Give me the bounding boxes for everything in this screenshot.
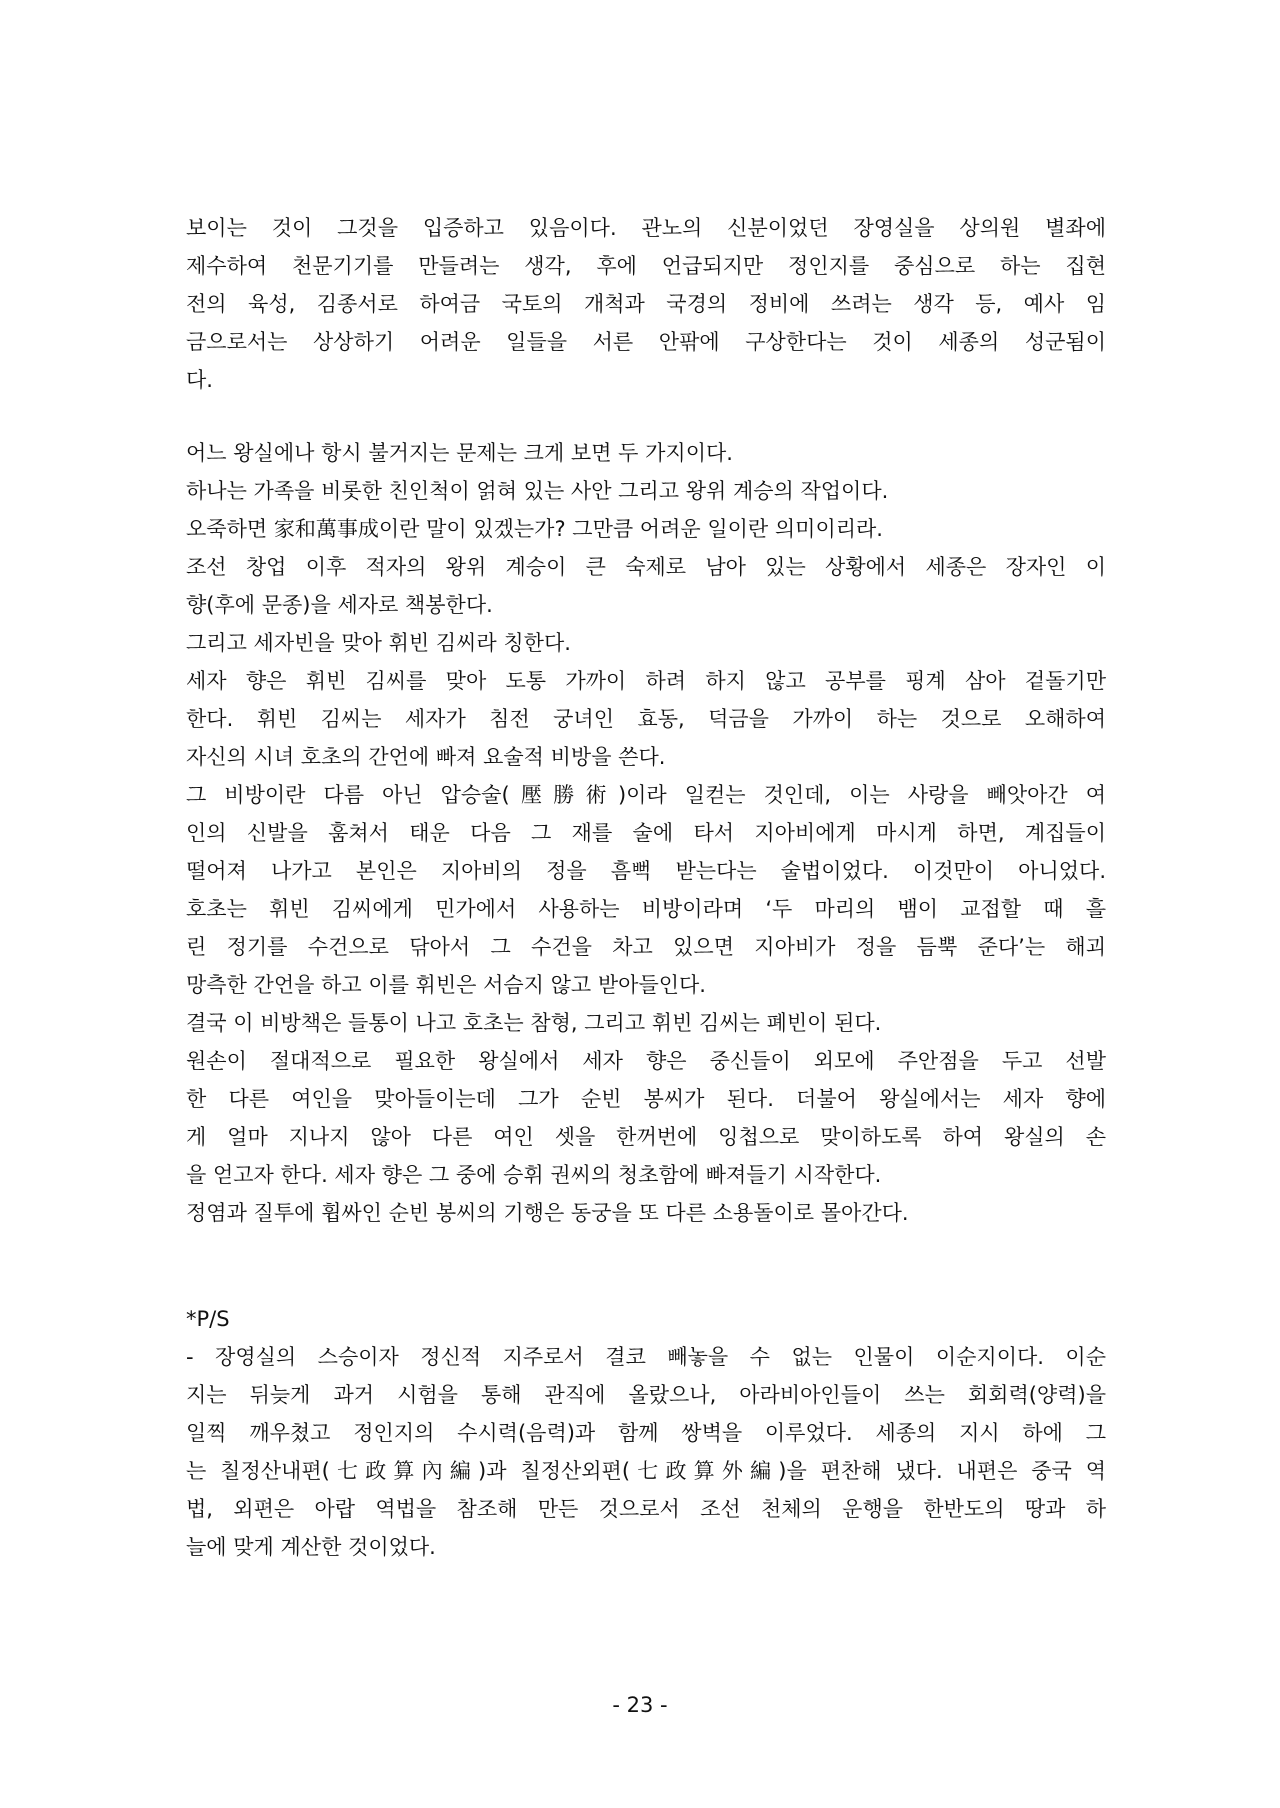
text-line: 다. [186, 368, 213, 392]
text-line: 세자 향은 휘빈 김씨를 맞아 도통 가까이 하려 하지 않고 공부를 핑계 삼아 겉돌기만 [186, 669, 1106, 693]
text-line: 망측한 간언을 하고 이를 휘빈은 서슴지 않고 받아들인다. [186, 973, 706, 997]
text-line: 을 얻고자 한다. 세자 향은 그 중에 승휘 권씨의 청초함에 빠져들기 시작한다. [186, 1163, 882, 1187]
text-line: 일찍 깨우쳤고 정인지의 수시력(음력)과 함께 쌍벽을 이루었다. 세종의 지시 하에 그 [186, 1421, 1106, 1445]
text-line: 법, 외편은 아랍 역법을 참조해 만든 것으로서 조선 천체의 운행을 한반도의 땅과 하 [186, 1497, 1106, 1521]
text-line: 린 정기를 수건으로 닦아서 그 수건을 차고 있으면 지아비가 정을 듬뿍 준다’는 해괴 [186, 935, 1106, 959]
text-line: 자신의 시녀 호초의 간언에 빠져 요술적 비방을 쓴다. [186, 745, 666, 769]
text-line: 정염과 질투에 휩싸인 순빈 봉씨의 기행은 동궁을 또 다른 소용돌이로 몰아간다. [186, 1201, 909, 1225]
text-line: 한다. 휘빈 김씨는 세자가 침전 궁녀인 효동, 덕금을 가까이 하는 것으로 오해하여 [186, 707, 1106, 731]
paragraph-2 [186, 434, 1106, 1232]
text-line: 결국 이 비방책은 들통이 나고 호초는 참형, 그리고 휘빈 김씨는 폐빈이 된다. [186, 1011, 882, 1035]
text-line: 그리고 세자빈을 맞아 휘빈 김씨라 칭한다. [186, 631, 571, 655]
text-line: 원손이 절대적으로 필요한 왕실에서 세자 향은 중신들이 외모에 주안점을 두고 선발 [186, 1049, 1106, 1073]
text-line: 조선 창업 이후 적자의 왕위 계승이 큰 숙제로 남아 있는 상황에서 세종은 장자인 이 [186, 555, 1106, 579]
text-line: 보이는 것이 그것을 입증하고 있음이다. 관노의 신분이었던 장영실을 상의원 별좌에 [186, 216, 1106, 240]
text-line: 어느 왕실에나 항시 불거지는 문제는 크게 보면 두 가지이다. [186, 441, 733, 465]
page-number: - 23 - [612, 1693, 668, 1717]
text-line: 게 얼마 지나지 않아 다른 여인 셋을 한꺼번에 잉첩으로 맞이하도록 하여 왕실의 손 [186, 1125, 1106, 1149]
text-line: 하나는 가족을 비롯한 친인척이 얽혀 있는 사안 그리고 왕위 계승의 작업이다. [186, 479, 889, 503]
text-line: 향(후에 문종)을 세자로 책봉한다. [186, 593, 493, 617]
text-line: - 장영실의 스승이자 정신적 지주로서 결코 빼놓을 수 없는 인물이 이순지이다. 이순 [186, 1345, 1106, 1369]
text-line: 그 비방이란 다름 아닌 압승술(壓勝術)이라 일컫는 것인데, 이는 사랑을 빼앗아간 여 [186, 783, 1106, 807]
paragraph-1 [186, 209, 1106, 399]
text-line: 오죽하면 家和萬事成이란 말이 있겠는가? 그만큼 어려운 일이란 의미이리라. [186, 517, 883, 541]
text-line: 는 칠정산내편(七政算內編)과 칠정산외편(七政算外編)을 편찬해 냈다. 내편은 중국 역 [186, 1459, 1106, 1483]
text-line: 금으로서는 상상하기 어려운 일들을 서른 안팎에 구상한다는 것이 세종의 성군됨이 [186, 330, 1106, 354]
text-line: 떨어져 나가고 본인은 지아비의 정을 흠뻑 받는다는 술법이었다. 이것만이 아니었다. [186, 859, 1106, 883]
text-line: 호초는 휘빈 김씨에게 민가에서 사용하는 비방이라며 ‘두 마리의 뱀이 교접할 때 흘 [186, 897, 1106, 921]
text-line: 제수하여 천문기기를 만들려는 생각, 후에 언급되지만 정인지를 중심으로 하는 집현 [186, 254, 1106, 278]
text-line: 한 다른 여인을 맞아들이는데 그가 순빈 봉씨가 된다. 더불어 왕실에서는 세자 향에 [186, 1087, 1106, 1111]
text-line: 인의 신발을 훔쳐서 태운 다음 그 재를 술에 타서 지아비에게 마시게 하면, 계집들이 [186, 821, 1106, 845]
text-line: 전의 육성, 김종서로 하여금 국토의 개척과 국경의 정비에 쓰려는 생각 등, 예사 임 [186, 292, 1106, 316]
ps-heading: *P/S [186, 1307, 230, 1331]
text-line: 늘에 맞게 계산한 것이었다. [186, 1535, 436, 1559]
ps-section [186, 1300, 1106, 1566]
text-line: 지는 뒤늦게 과거 시험을 통해 관직에 올랐으나, 아라비아인들이 쓰는 회회력(양력)을 [186, 1383, 1106, 1407]
